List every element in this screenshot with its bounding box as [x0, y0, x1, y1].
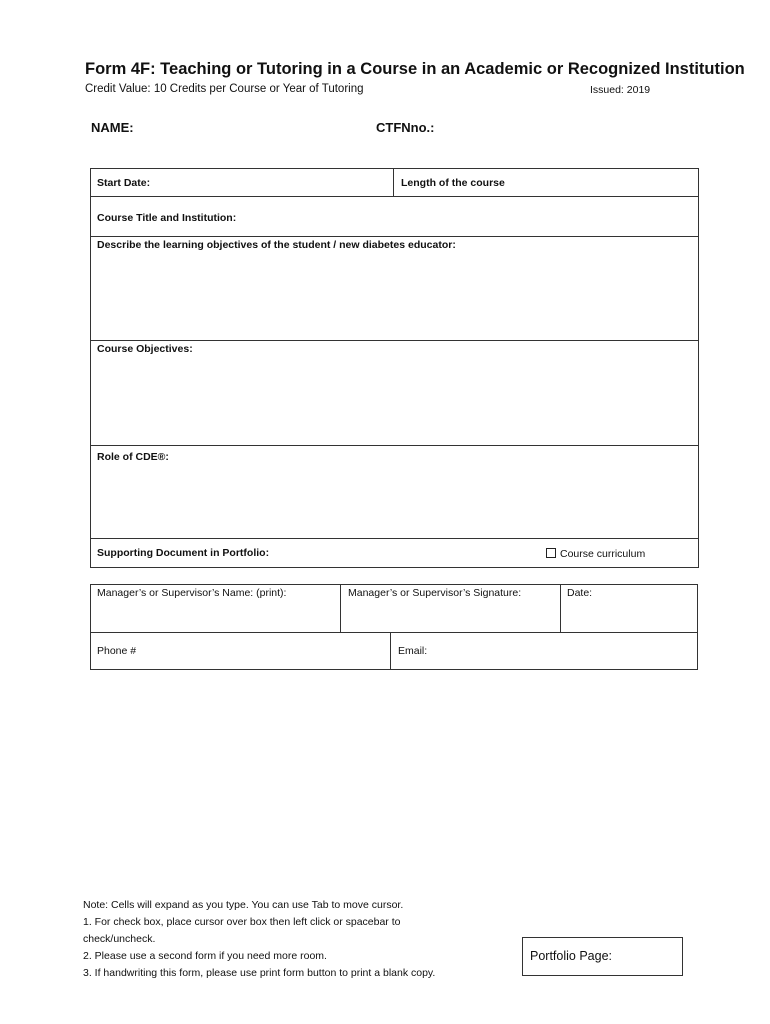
- course-table: [90, 168, 699, 568]
- course-objectives-field[interactable]: Course Objectives:: [97, 343, 193, 355]
- issued-date: Issued: 2019: [590, 84, 651, 96]
- note-line: 1. For check box, place cursor over box then left click or spacebar to: [83, 916, 401, 928]
- manager-signature-field[interactable]: Manager’s or Supervisor’s Signature:: [348, 587, 522, 599]
- learning-objectives-field[interactable]: Describe the learning objectives of the student / new diabetes educator:: [97, 239, 456, 251]
- date-field[interactable]: Date:: [567, 587, 593, 599]
- role-field[interactable]: Role of CDE®:: [97, 451, 169, 463]
- course-length-field[interactable]: Length of the course: [401, 177, 505, 189]
- form-notes: [83, 897, 435, 982]
- checkbox-icon[interactable]: [546, 548, 556, 558]
- course-title-field[interactable]: Course Title and Institution:: [97, 212, 237, 224]
- note-line: Note: Cells will expand as you type. You can use Tab to move cursor.: [83, 899, 404, 911]
- manager-name-field[interactable]: Manager’s or Supervisor’s Name: (print):: [97, 587, 287, 599]
- checkbox-label: Course curriculum: [560, 548, 646, 560]
- phone-field[interactable]: Phone #: [97, 645, 137, 657]
- start-date-field[interactable]: Start Date:: [97, 177, 151, 189]
- name-label: NAME:: [91, 120, 134, 135]
- credit-value: Credit Value: 10 Credits per Course or Year of Tutoring: [85, 83, 364, 95]
- supporting-document-label: Supporting Document in Portfolio:: [97, 547, 270, 559]
- course-curriculum-checkbox[interactable]: [546, 548, 645, 560]
- note-line: 2. Please use a second form if you need more room.: [83, 950, 327, 962]
- note-line: 3. If handwriting this form, please use print form button to print a blank copy.: [83, 967, 436, 979]
- form-title: Form 4F: Teaching or Tutoring in a Course in an Academic or Recognized Institution: [85, 60, 745, 78]
- email-field[interactable]: Email:: [398, 645, 428, 657]
- note-line: check/uncheck.: [83, 933, 156, 945]
- portfolio-page-field[interactable]: Portfolio Page:: [522, 937, 683, 976]
- course-table-divider: [393, 168, 394, 197]
- ctfn-label: CTFNno.:: [376, 120, 435, 135]
